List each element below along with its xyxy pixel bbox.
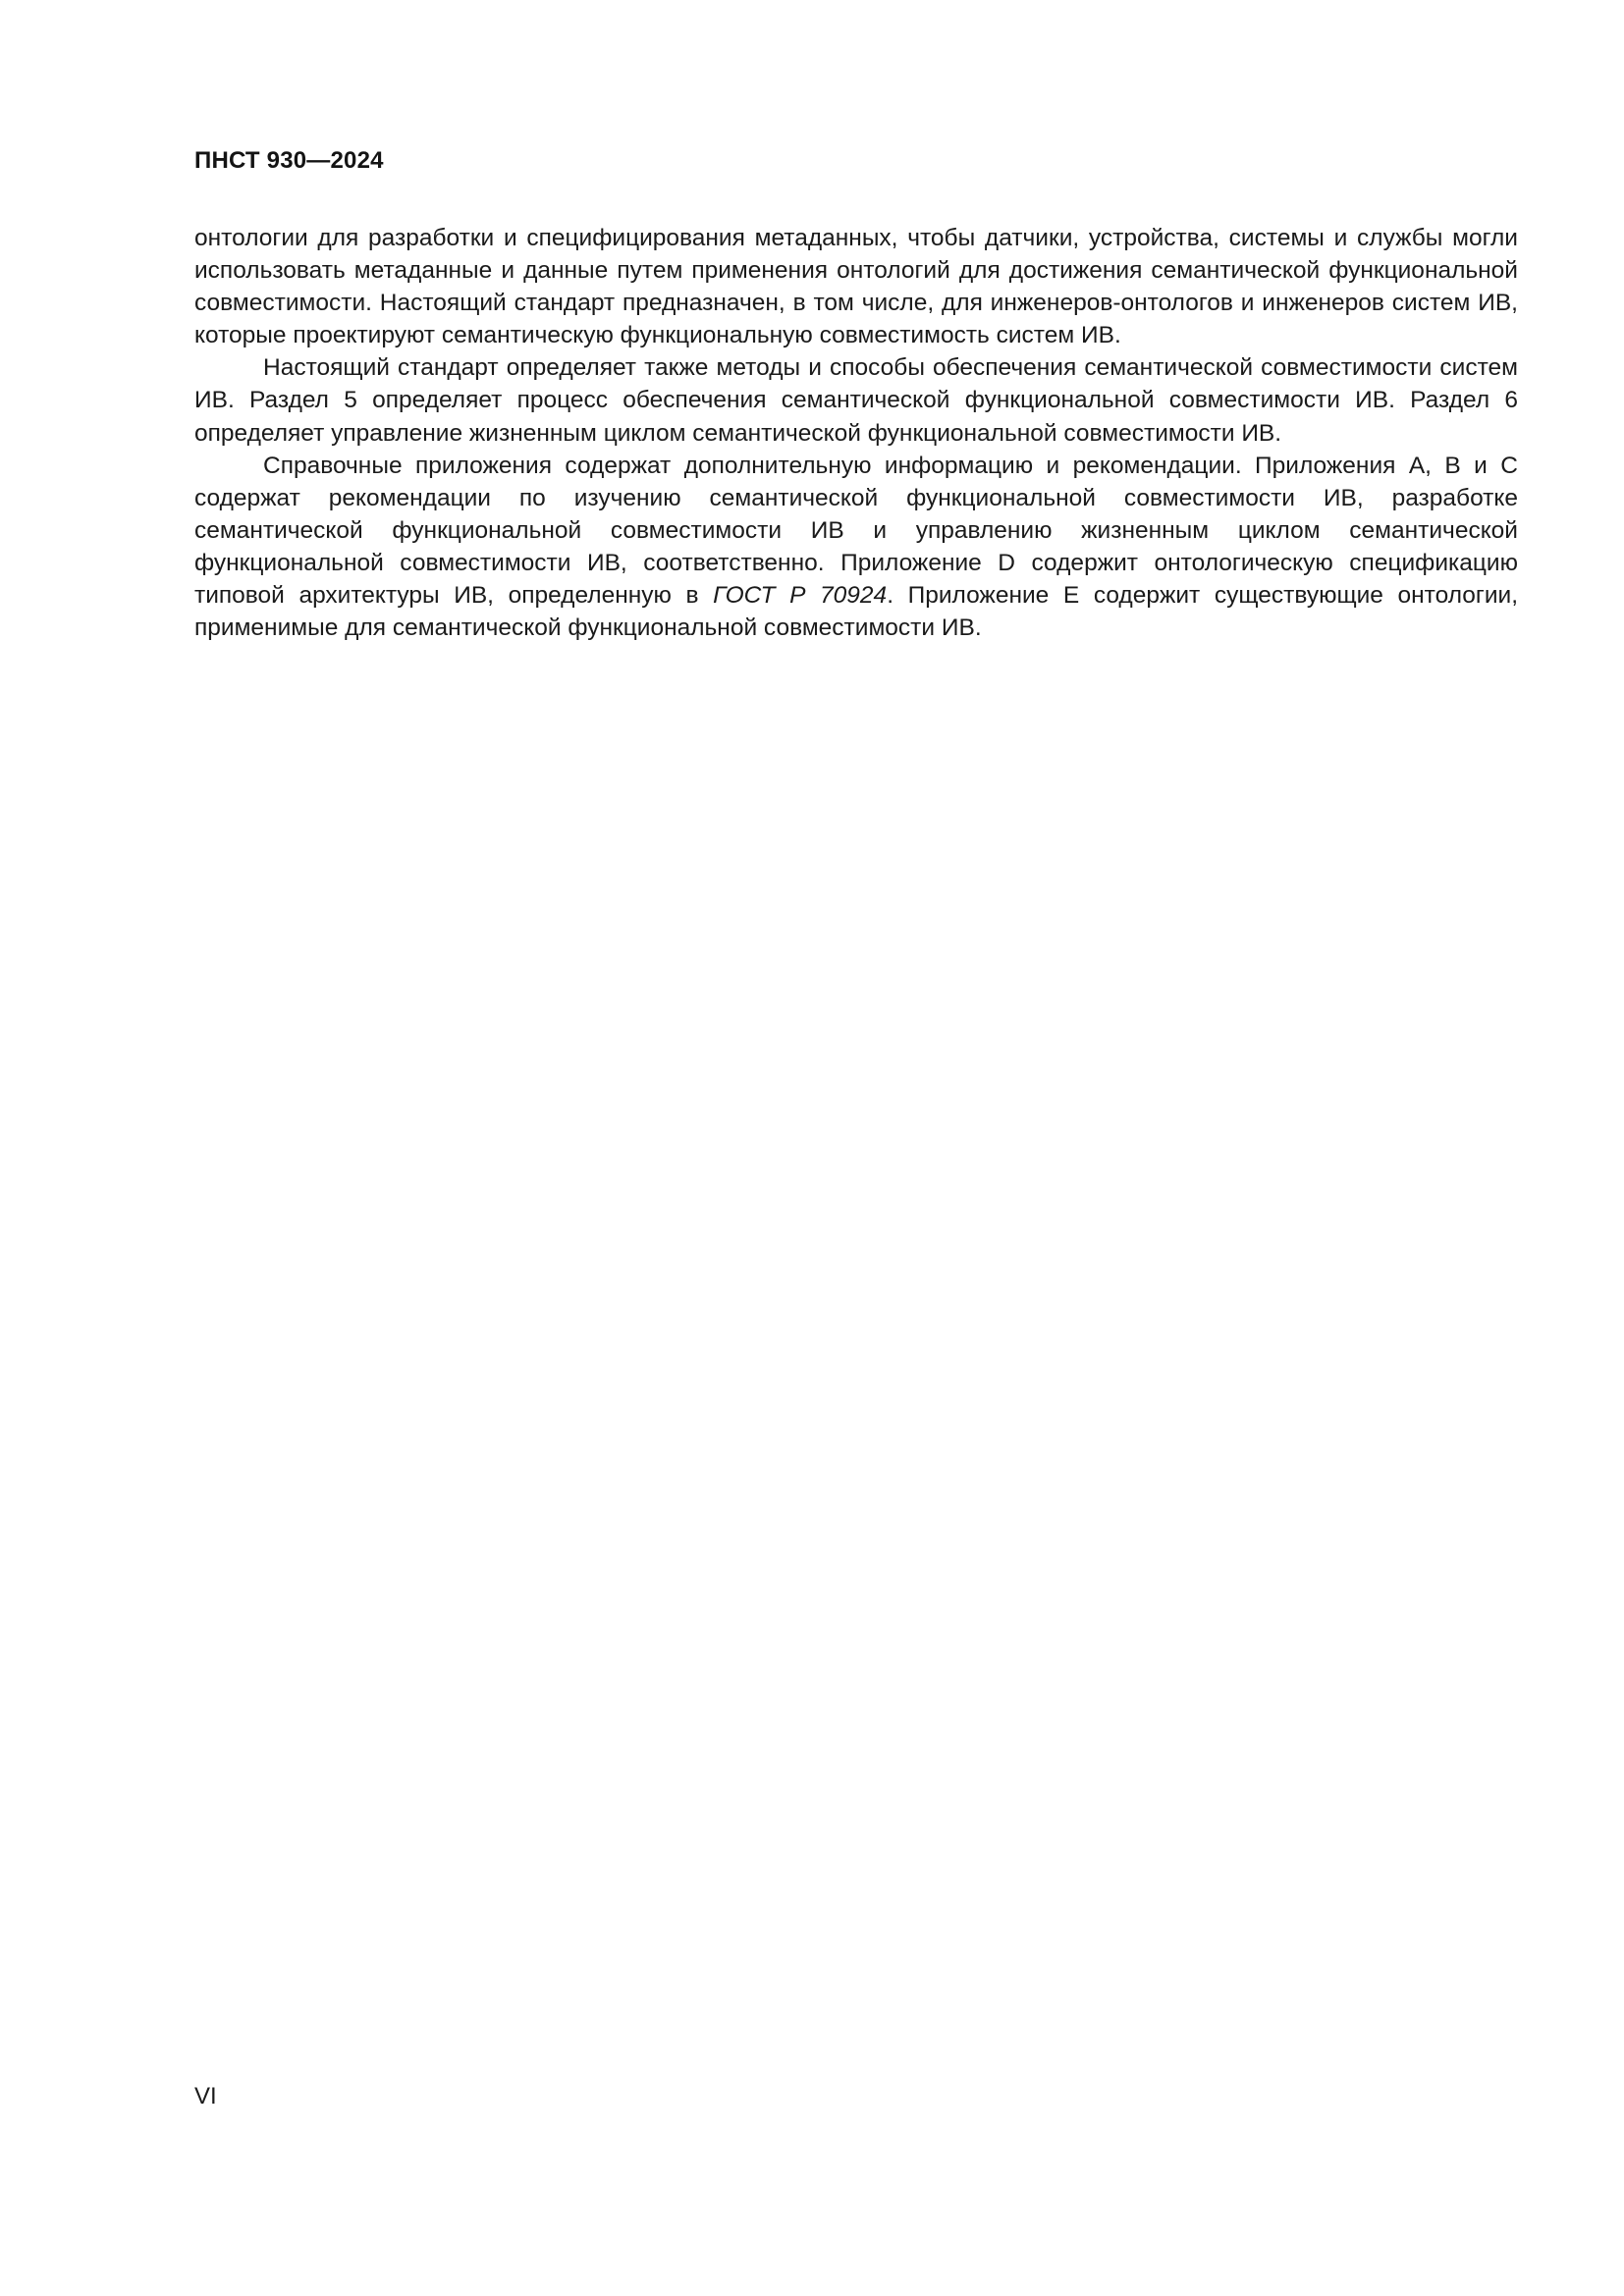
document-code-header: ПНСТ 930—2024	[194, 147, 384, 174]
body-text	[194, 222, 1518, 644]
page-number: VI	[194, 2083, 217, 2109]
paragraph-appendices	[194, 450, 1518, 645]
paragraph-appendices-text-after: . Приложение E содержит существующие онтологии, применимые для семантической функциональной совместимости ИВ.	[194, 582, 1519, 642]
paragraph-continuation: онтологии для разработки и специфицирования метаданных, чтобы датчики, устройства, системы и службы могли использовать метаданные и данные путем применения онтологий для достижения семантической функциональной совместимости. Настоящий стандарт предназначен, в том числе, для инженеров-онтологов и инженеров систем ИВ, которые проектируют семантическую функциональную совместимость систем ИВ.	[194, 225, 1518, 349]
paragraph-methods: Настоящий стандарт определяет также методы и способы обеспечения семантической совместимости систем ИВ. Раздел 5 определяет процесс обеспечения семантической функциональной совместимости ИВ. Раздел 6 определяет управление жизненным циклом семантической функциональной совместимости ИВ.	[194, 354, 1518, 447]
paragraph-appendices-text-before: Справочные приложения содержат дополнительную информацию и рекомендации. Приложения A, B и C содержат рекомендации по изучению семантической функциональной совместимости ИВ, разработке семантической функциональной совместимости ИВ и управлению жизненным циклом семантической функциональной совместимости ИВ, соответственно. Приложение D содержит онтологическую спецификацию типовой архитектуры ИВ, определенную в	[194, 452, 1518, 610]
standard-reference: ГОСТ Р 70924	[713, 582, 888, 610]
